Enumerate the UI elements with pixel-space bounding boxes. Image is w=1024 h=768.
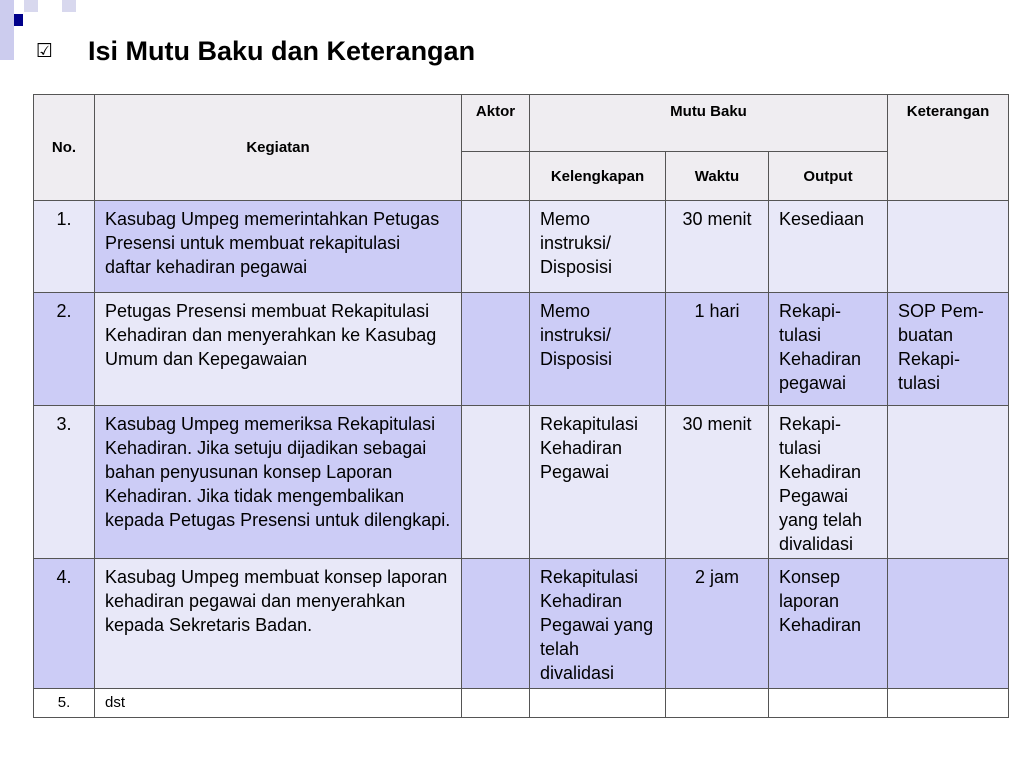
- cell-aktor: [462, 406, 530, 559]
- cell-aktor: [462, 201, 530, 293]
- cell-output: Konsep laporan Kehadiran: [769, 559, 888, 689]
- cell-no: 3.: [34, 406, 95, 559]
- slide-title: Isi Mutu Baku dan Keterangan: [88, 35, 476, 66]
- header-mutu-baku: Mutu Baku: [530, 95, 888, 152]
- cell-output: Rekapi-tulasi Kehadiran pegawai: [769, 293, 888, 406]
- cell-kelengkapan: Rekapitulasi Kehadiran Pegawai yang telah divalidasi: [530, 559, 666, 689]
- cell-waktu: 2 jam: [666, 559, 769, 689]
- cell-aktor: [462, 689, 530, 718]
- header-aktor-sub: [462, 152, 530, 201]
- cell-keterangan: [888, 201, 1009, 293]
- cell-kegiatan: Kasubag Umpeg memeriksa Rekapitulasi Kehadiran. Jika setuju dijadikan sebagai bahan penyusunan konsep Laporan Kehadiran. Jika tidak mengembalikan kepada Petugas Presensi untuk dilengkapi.: [95, 406, 462, 559]
- cell-kelengkapan: Memo instruksi/ Disposisi: [530, 201, 666, 293]
- cell-kelengkapan: [530, 689, 666, 718]
- corner-square-decoration: [14, 14, 23, 26]
- header-waktu: Waktu: [666, 152, 769, 201]
- cell-no: 1.: [34, 201, 95, 293]
- table-row: [34, 689, 1009, 718]
- header-kegiatan: Kegiatan: [95, 95, 462, 201]
- table-row: [34, 406, 1009, 559]
- cell-waktu: 30 menit: [666, 406, 769, 559]
- cell-keterangan: [888, 406, 1009, 559]
- header-no: No.: [34, 95, 95, 201]
- header-keterangan: Keterangan: [888, 95, 1009, 201]
- cell-keterangan: [888, 689, 1009, 718]
- cell-waktu: 1 hari: [666, 293, 769, 406]
- sop-table: [33, 94, 1009, 718]
- cell-waktu: 30 menit: [666, 201, 769, 293]
- cell-keterangan: [888, 559, 1009, 689]
- checkbox-bullet-icon: ☑: [36, 40, 54, 62]
- title-row: [36, 31, 475, 71]
- cell-no: 2.: [34, 293, 95, 406]
- header-aktor: Aktor: [462, 95, 530, 152]
- cell-waktu: [666, 689, 769, 718]
- top-bar-decoration: [0, 0, 78, 12]
- cell-output: Kesediaan: [769, 201, 888, 293]
- cell-kegiatan: Kasubag Umpeg membuat konsep laporan kehadiran pegawai dan menyerahkan kepada Sekretaris Badan.: [95, 559, 462, 689]
- cell-output: Rekapi-tulasi Kehadiran Pegawai yang telah divalidasi: [769, 406, 888, 559]
- cell-kegiatan: dst: [95, 689, 462, 718]
- cell-no: 4.: [34, 559, 95, 689]
- header-kelengkapan: Kelengkapan: [530, 152, 666, 201]
- cell-kegiatan: Petugas Presensi membuat Rekapitulasi Kehadiran dan menyerahkan ke Kasubag Umum dan Kepegawaian: [95, 293, 462, 406]
- table-row: [34, 201, 1009, 293]
- cell-keterangan: SOP Pem-buatan Rekapi-tulasi: [888, 293, 1009, 406]
- cell-aktor: [462, 293, 530, 406]
- cell-no: 5.: [34, 689, 95, 718]
- cell-aktor: [462, 559, 530, 689]
- cell-kelengkapan: Memo instruksi/ Disposisi: [530, 293, 666, 406]
- table-row: [34, 559, 1009, 689]
- table-row: [34, 293, 1009, 406]
- cell-kelengkapan: Rekapitulasi Kehadiran Pegawai: [530, 406, 666, 559]
- header-row: [34, 95, 1009, 152]
- cell-kegiatan: Kasubag Umpeg memerintahkan Petugas Presensi untuk membuat rekapitulasi daftar kehadiran pegawai: [95, 201, 462, 293]
- cell-output: [769, 689, 888, 718]
- header-output: Output: [769, 152, 888, 201]
